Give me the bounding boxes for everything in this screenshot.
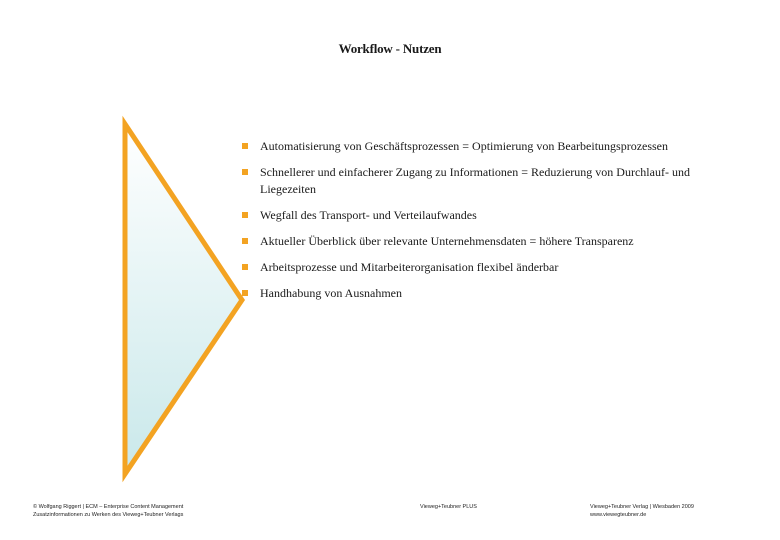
bullet-item bbox=[241, 164, 711, 198]
slide-title: Workflow - Nutzen bbox=[338, 41, 442, 56]
triangle-shape bbox=[125, 124, 242, 474]
square-bullet-icon bbox=[242, 238, 248, 244]
bullet-item bbox=[241, 259, 711, 276]
square-bullet-icon bbox=[242, 143, 248, 149]
footer-publisher bbox=[590, 503, 694, 519]
footer-publisher-line: Vieweg+Teubner Verlag | Wiesbaden 2009 bbox=[590, 504, 694, 510]
bullet-item bbox=[241, 138, 711, 155]
bullet-text: Aktueller Überblick über relevante Unternehmensdaten = höhere Transparenz bbox=[260, 234, 634, 248]
footer-website-link[interactable]: www.viewegteubner.de bbox=[590, 512, 647, 518]
square-bullet-icon bbox=[242, 290, 248, 296]
bullet-item bbox=[241, 285, 711, 302]
square-bullet-icon bbox=[242, 169, 248, 175]
bullet-text: Wegfall des Transport- und Verteilaufwandes bbox=[260, 208, 477, 222]
square-bullet-icon bbox=[242, 212, 248, 218]
bullet-text: Schnellerer und einfacherer Zugang zu Informationen = Reduzierung von Durchlauf- und Liegezeiten bbox=[260, 165, 690, 196]
footer-copyright-line: © Wolfgang Riggert | ECM – Enterprise Content Management bbox=[33, 504, 184, 510]
footer-brand: Vieweg+Teubner PLUS bbox=[420, 504, 477, 510]
bullet-list bbox=[241, 138, 711, 311]
bullet-text: Handhabung von Ausnahmen bbox=[260, 286, 402, 300]
square-bullet-icon bbox=[242, 264, 248, 270]
bullet-item bbox=[241, 233, 711, 250]
footer-copyright bbox=[33, 503, 183, 519]
footer-info-line: Zusatzinformationen zu Werken des Vieweg+Teubner Verlags bbox=[33, 512, 184, 518]
decorative-triangle bbox=[112, 112, 252, 488]
bullet-item bbox=[241, 207, 711, 224]
bullet-text: Automatisierung von Geschäftsprozessen = Optimierung von Bearbeitungsprozessen bbox=[260, 139, 669, 153]
bullet-text: Arbeitsprozesse und Mitarbeiterorganisation flexibel änderbar bbox=[260, 260, 559, 274]
